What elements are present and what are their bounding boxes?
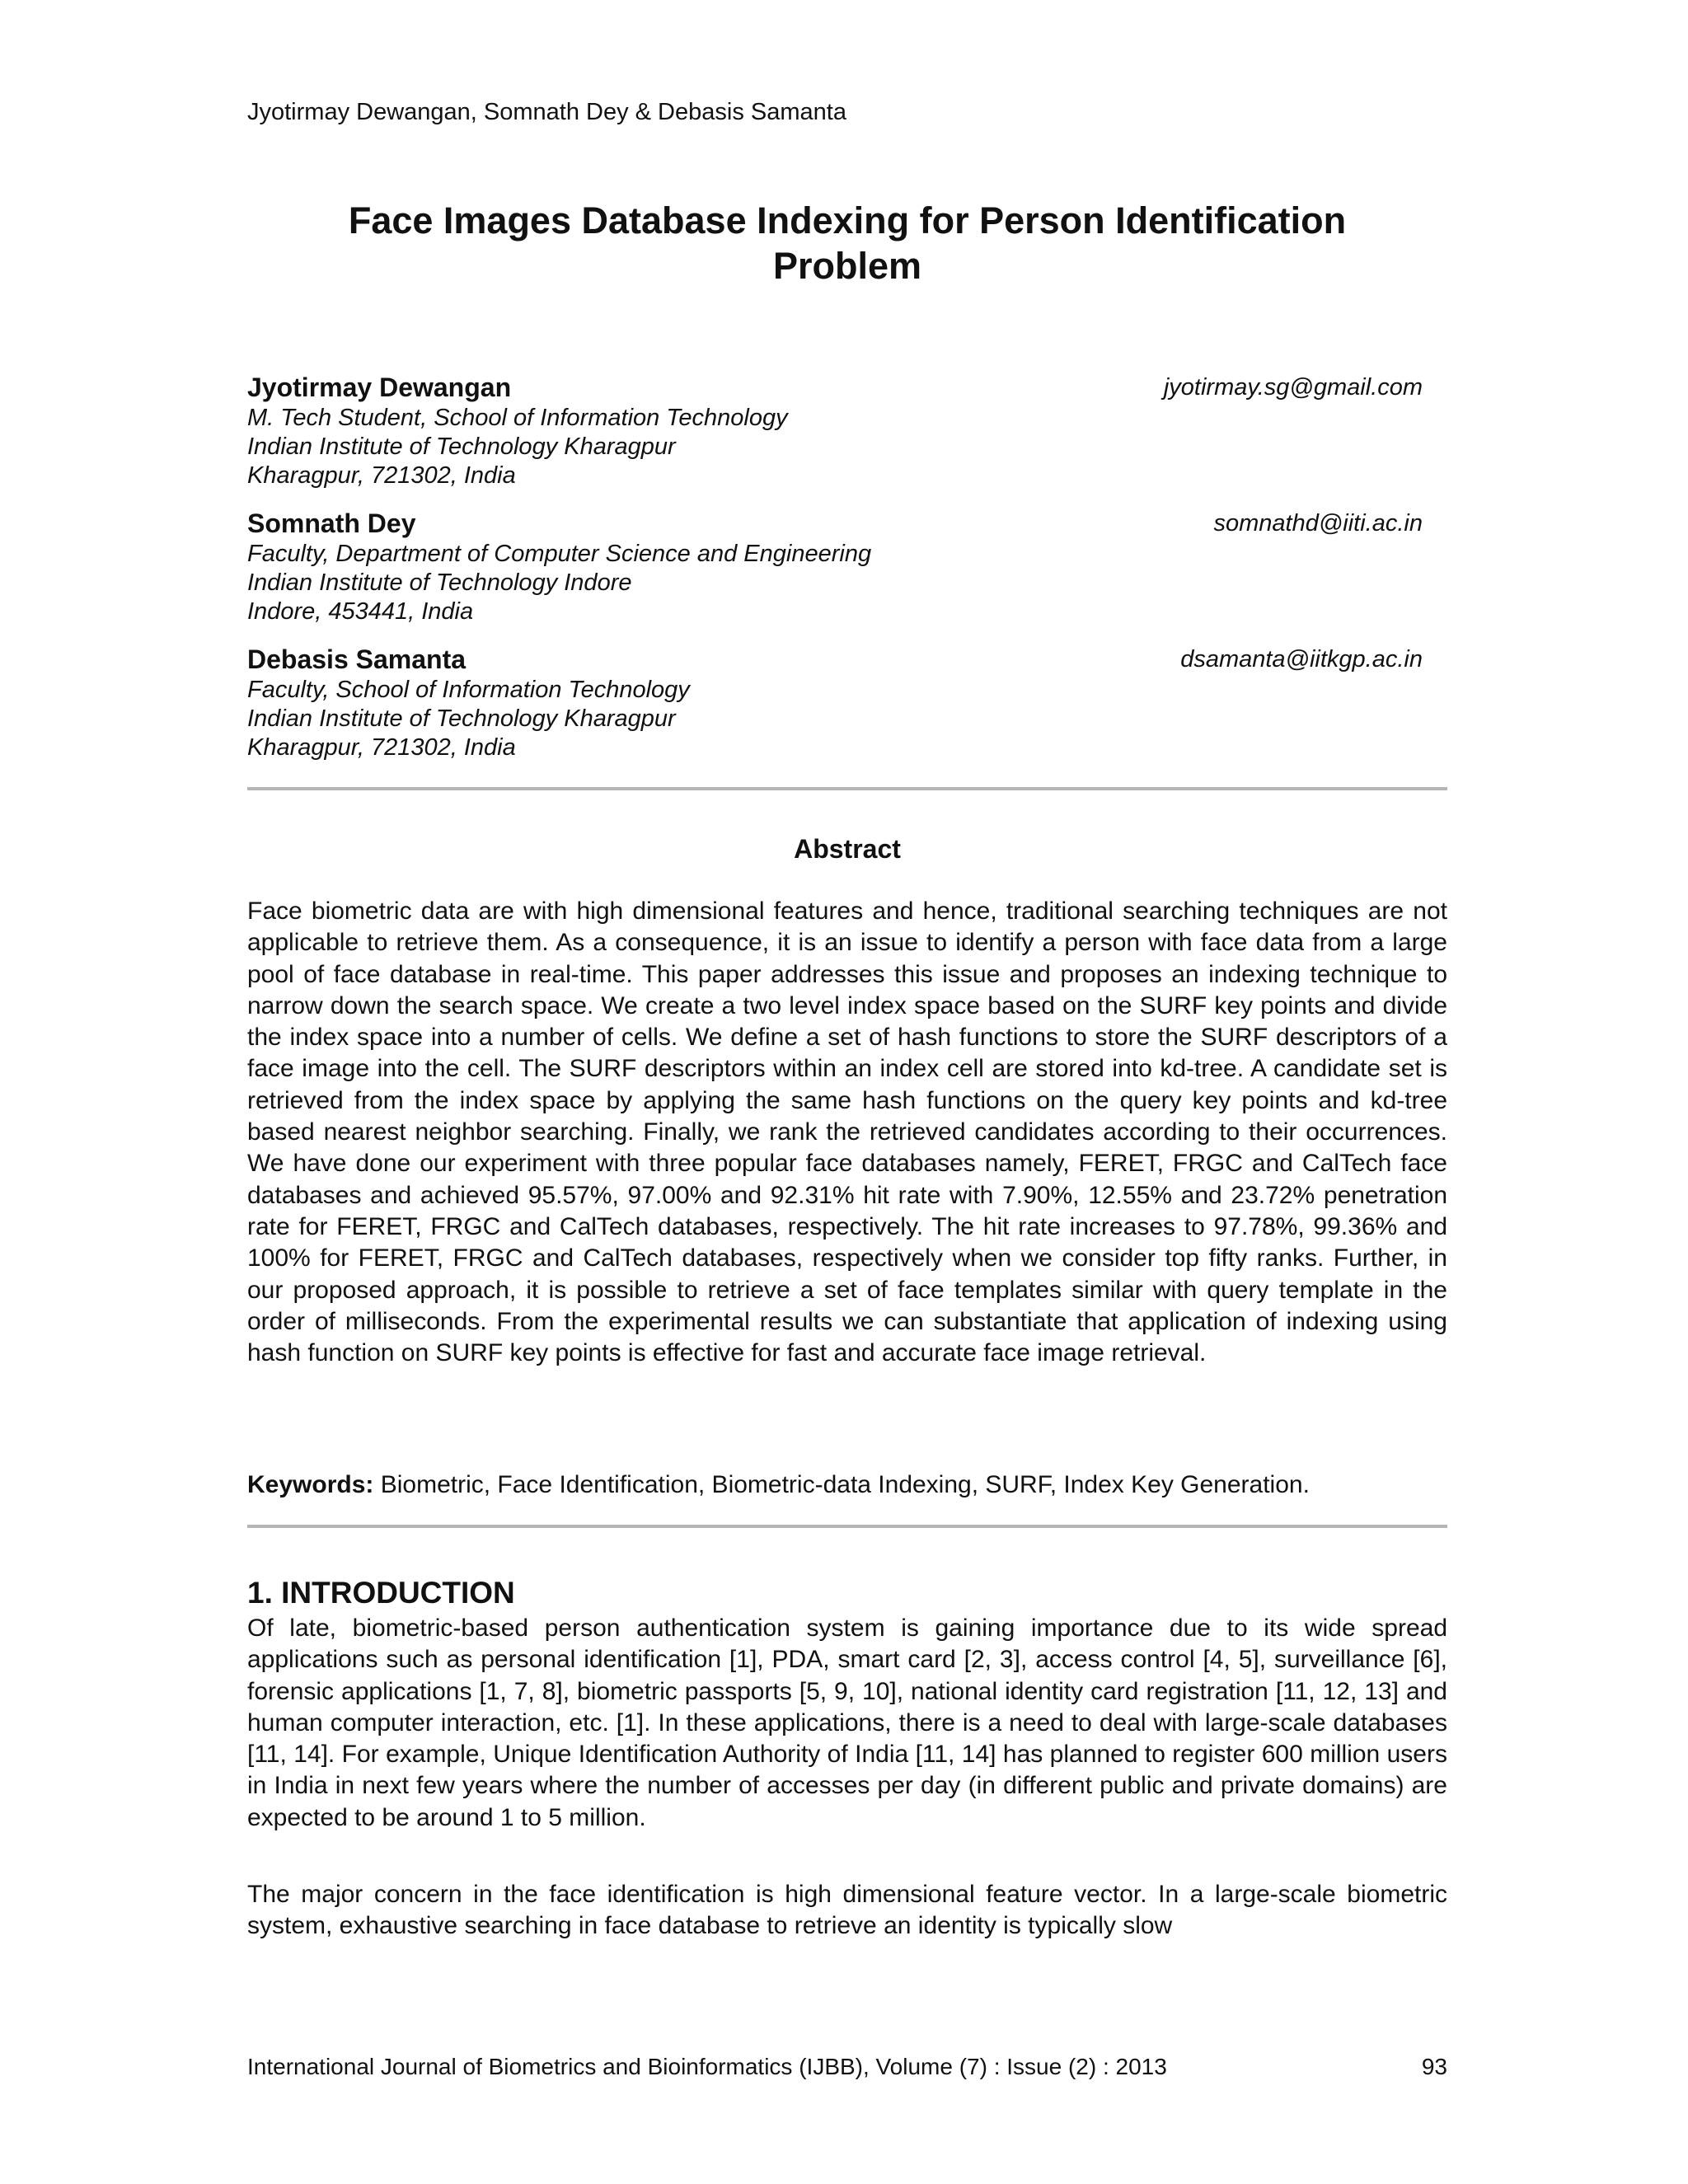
- introduction-paragraph-1: Of late, biometric-based person authentication system is gaining importance due to its wide spread applications such as personal identification [1], PDA, smart card [2, 3], access control [4, 5], surveillance [6], forensic applications [1, 7, 8], biometric passports [5, 9, 10], national identity card registration [11, 12, 13] and human computer interaction, etc. [1]. In these applications, there is a need to deal with large-scale databases [11, 14]. For example, Unique Identification Authority of India [11, 14] has planned to register 600 million users in India in next few years where the number of accesses per day (in different public and private domains) are expected to be around 1 to 5 million.: [247, 1615, 1447, 1831]
- abstract-text: Face biometric data are with high dimensional features and hence, traditional searching techniques are not applicable to retrieve them. As a consequence, it is an issue to identify a person with face data from a large pool of face database in real-time. This paper addresses this issue and proposes an indexing technique to narrow down the search space. We create a two level index space based on the SURF key points and divide the index space into a number of cells. We define a set of hash functions to store the SURF descriptors of a face image into the cell. The SURF descriptors within an index cell are stored into kd-tree. A candidate set is retrieved from the index space by applying the same hash functions on the query key points and kd-tree based nearest neighbor searching. Finally, we rank the retrieved candidates according to their occurrences. We have done our experiment with three popular face databases namely, FERET, FRGC and CalTech face databases and achieved 95.57%, 97.00% and 92.31% hit rate with 7.90%, 12.55% and 23.72% penetration rate for FERET, FRGC and CalTech databases, respectively. The hit rate increases to 97.78%, 99.36% and 100% for FERET, FRGC and CalTech databases, respectively when we consider top fifty ranks. Further, in our proposed approach, it is possible to retrieve a set of face templates similar with query template in the order of milliseconds. From the experimental results we can substantiate that application of indexing using hash function on SURF key points is effective for fast and accurate face image retrieval.: [247, 898, 1447, 1367]
- author-affiliation-line: Kharagpur, 721302, India: [247, 734, 516, 761]
- author-affiliation-line: Indian Institute of Technology Indore: [247, 569, 632, 596]
- keywords-label: Keywords:: [247, 1471, 374, 1498]
- author-name: Debasis Samanta: [247, 644, 467, 674]
- author-affiliation-line: Indian Institute of Technology Kharagpur: [247, 705, 676, 732]
- author-name: Jyotirmay Dewangan: [247, 373, 512, 402]
- keywords-line: [247, 1471, 1447, 1499]
- abstract-heading: Abstract: [794, 834, 901, 864]
- introduction-paragraph-2: The major concern in the face identification is high dimensional feature vector. In a large-scale biometric system, exhaustive searching in face database to retrieve an identity is typically slow: [247, 1881, 1447, 1940]
- journal-footer: International Journal of Biometrics and Bioinformatics (IJBB), Volume (7) : Issue (2) : 2013: [247, 2054, 1167, 2079]
- section-heading-introduction: 1. INTRODUCTION: [247, 1576, 515, 1610]
- title-line-2: Problem: [772, 245, 922, 287]
- author-affiliation-line: Indore, 453441, India: [247, 598, 474, 625]
- keywords-text: Biometric, Face Identification, Biometric-data Indexing, SURF, Index Key Generation.: [380, 1471, 1310, 1498]
- divider-rule: [247, 787, 1447, 790]
- page-number: 93: [1421, 2054, 1447, 2079]
- author-affiliation-line: Faculty, Department of Computer Science and Engineering: [247, 541, 872, 567]
- author-block-1: [247, 371, 1423, 490]
- paper-title: [247, 198, 1447, 288]
- author-block-2: [247, 507, 1423, 626]
- divider-rule: [247, 1525, 1447, 1528]
- author-affiliation-line: Kharagpur, 721302, India: [247, 462, 516, 489]
- title-line-1: Face Images Database Indexing for Person Identification: [348, 199, 1347, 241]
- author-affiliation-line: M. Tech Student, School of Information Technology: [247, 405, 788, 431]
- author-email[interactable]: somnathd@iiti.ac.in: [1213, 510, 1423, 537]
- author-email[interactable]: dsamanta@iitkgp.ac.in: [1180, 646, 1423, 673]
- author-email[interactable]: jyotirmay.sg@gmail.com: [1163, 374, 1423, 401]
- author-name: Somnath Dey: [247, 509, 416, 538]
- author-affiliation-line: Indian Institute of Technology Kharagpur: [247, 434, 676, 460]
- author-block-3: [247, 643, 1423, 762]
- author-affiliation-line: Faculty, School of Information Technology: [247, 677, 690, 703]
- running-head: Jyotirmay Dewangan, Somnath Dey & Debasis Samanta: [247, 99, 846, 125]
